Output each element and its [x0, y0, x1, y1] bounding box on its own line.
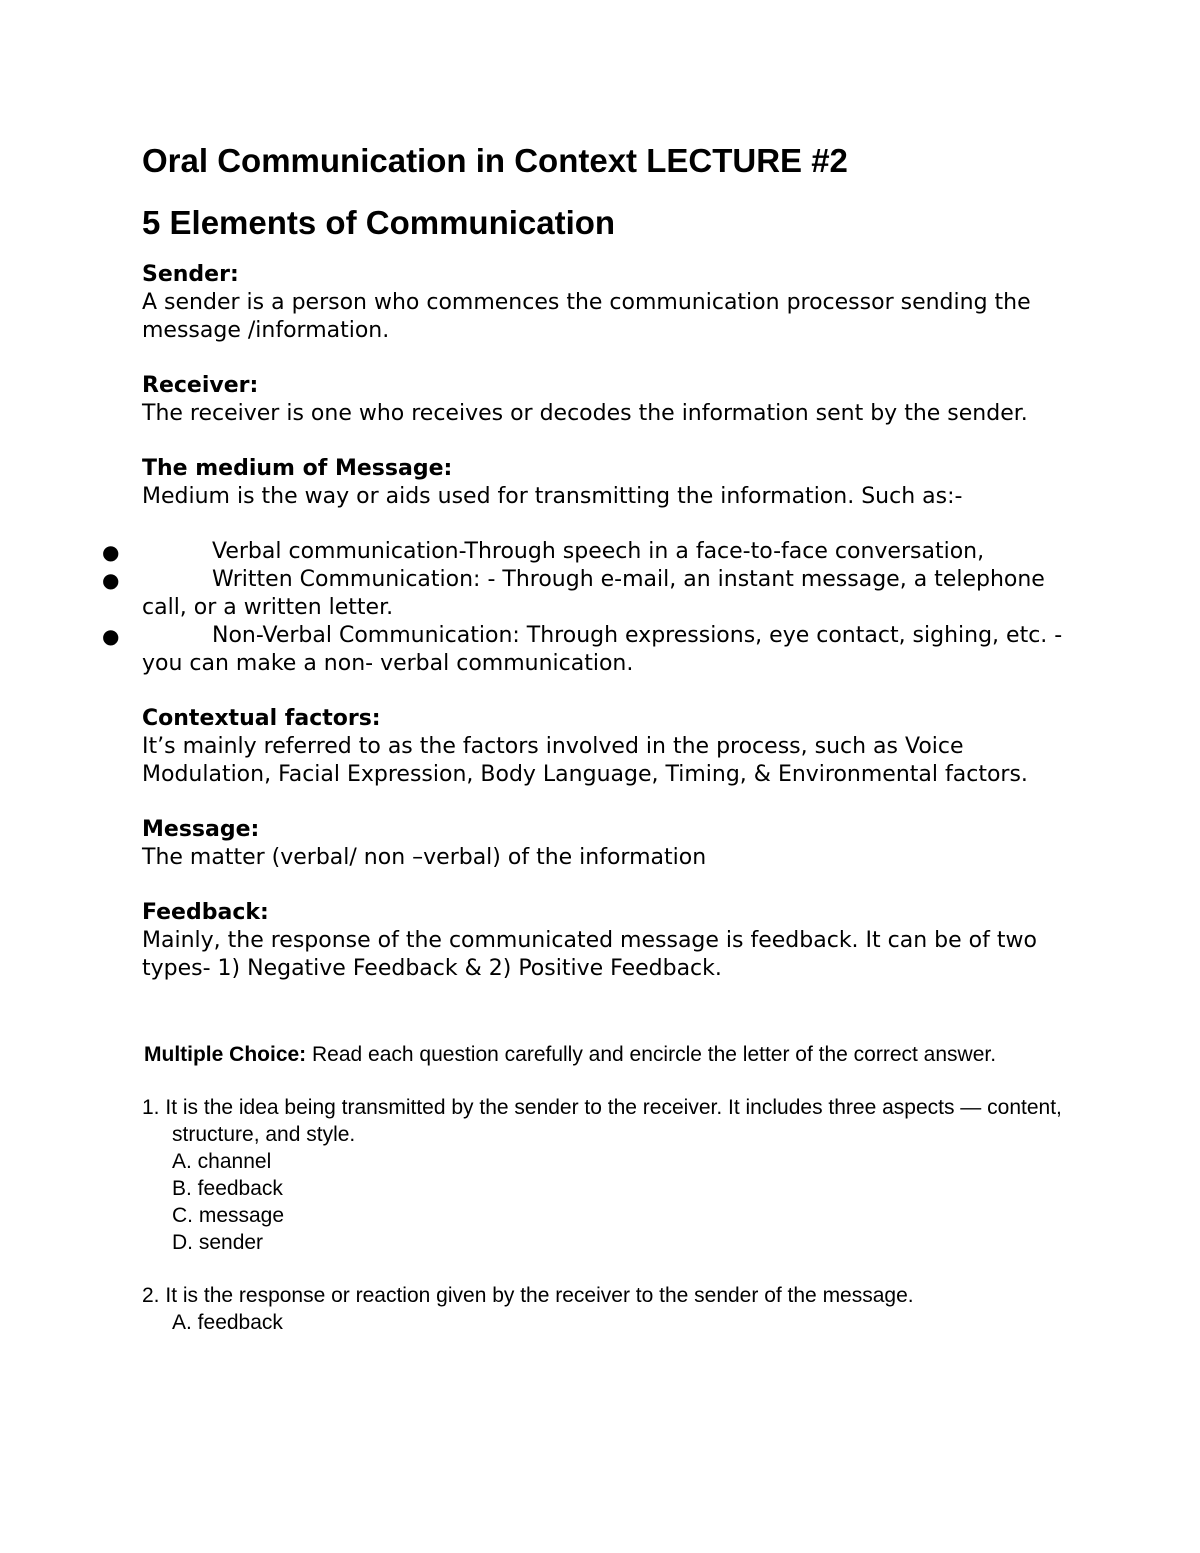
section-receiver: [142, 372, 1070, 428]
section-message: [142, 816, 1070, 872]
answer-choice: C. message: [172, 1204, 285, 1227]
section-body: The matter (verbal/ non –verbal) of the information: [142, 845, 707, 870]
question-number: 2.: [142, 1284, 160, 1307]
answer-choices: [142, 1309, 1070, 1336]
section-heading: Sender:: [142, 262, 239, 287]
section-body: Medium is the way or aids used for transmitting the information. Such as:-: [142, 484, 963, 509]
section-heading: Receiver:: [142, 373, 259, 398]
question-1: [142, 1094, 1070, 1256]
bullet-icon: ●: [102, 540, 120, 564]
section-feedback: [142, 899, 1070, 983]
section-sender: [142, 261, 1070, 345]
document-subtitle: 5 Elements of Communication: [142, 204, 616, 241]
section-body: A sender is a person who commences the communication processor sending the message /information.: [142, 290, 1031, 343]
list-item: [102, 538, 1070, 566]
answer-choice: A. feedback: [172, 1311, 283, 1334]
section-heading: Message:: [142, 817, 260, 842]
section-heading: The medium of Message:: [142, 456, 453, 481]
question-body: It is the response or reaction given by the receiver to the sender of the message.: [165, 1284, 914, 1307]
question-number: 1.: [142, 1096, 160, 1119]
multiple-choice-label: Multiple Choice:: [144, 1043, 307, 1066]
section-body: Mainly, the response of the communicated message is feedback. It can be of two types- 1) Negative Feedback & 2) Positive Feedback.: [142, 928, 1037, 981]
list-item: [102, 566, 1070, 622]
section-heading: Feedback:: [142, 900, 269, 925]
bullet-icon: ●: [102, 568, 120, 592]
question-text: [142, 1094, 1070, 1148]
section-body: The receiver is one who receives or decodes the information sent by the sender.: [142, 401, 1028, 426]
list-item-text: Verbal communication-Through speech in a face-to-face conversation,: [212, 539, 985, 564]
answer-choices: [142, 1148, 1070, 1256]
question-2: [142, 1282, 1070, 1336]
multiple-choice-section: [142, 1041, 1070, 1336]
answer-choice: B. feedback: [172, 1177, 283, 1200]
section-heading: Contextual factors:: [142, 706, 381, 731]
list-item-text: Written Communication: - Through e-mail, an instant message, a telephone call, or a written letter.: [142, 567, 1045, 620]
section-medium: [142, 455, 1070, 511]
answer-choice: D. sender: [172, 1231, 264, 1254]
instruction-text: Read each question carefully and encircle the letter of the correct answer.: [306, 1043, 997, 1066]
question-body: It is the idea being transmitted by the sender to the receiver. It includes three aspects — content, structure, and style.: [165, 1096, 1062, 1146]
multiple-choice-instruction: [144, 1041, 1070, 1068]
answer-choice: A. channel: [172, 1150, 272, 1173]
medium-bullet-list: [102, 538, 1070, 678]
bullet-icon: ●: [102, 624, 120, 648]
list-item: [102, 622, 1070, 678]
list-item-text: Non-Verbal Communication: Through expressions, eye contact, sighing, etc. - you can make a non- verbal communication.: [142, 623, 1063, 676]
document-title: Oral Communication in Context LECTURE #2: [142, 142, 848, 179]
section-contextual-factors: [142, 705, 1070, 789]
question-text: [142, 1282, 1070, 1309]
section-body: It’s mainly referred to as the factors involved in the process, such as Voice Modulation, Facial Expression, Body Language, Timing, & Environmental factors.: [142, 734, 1028, 787]
